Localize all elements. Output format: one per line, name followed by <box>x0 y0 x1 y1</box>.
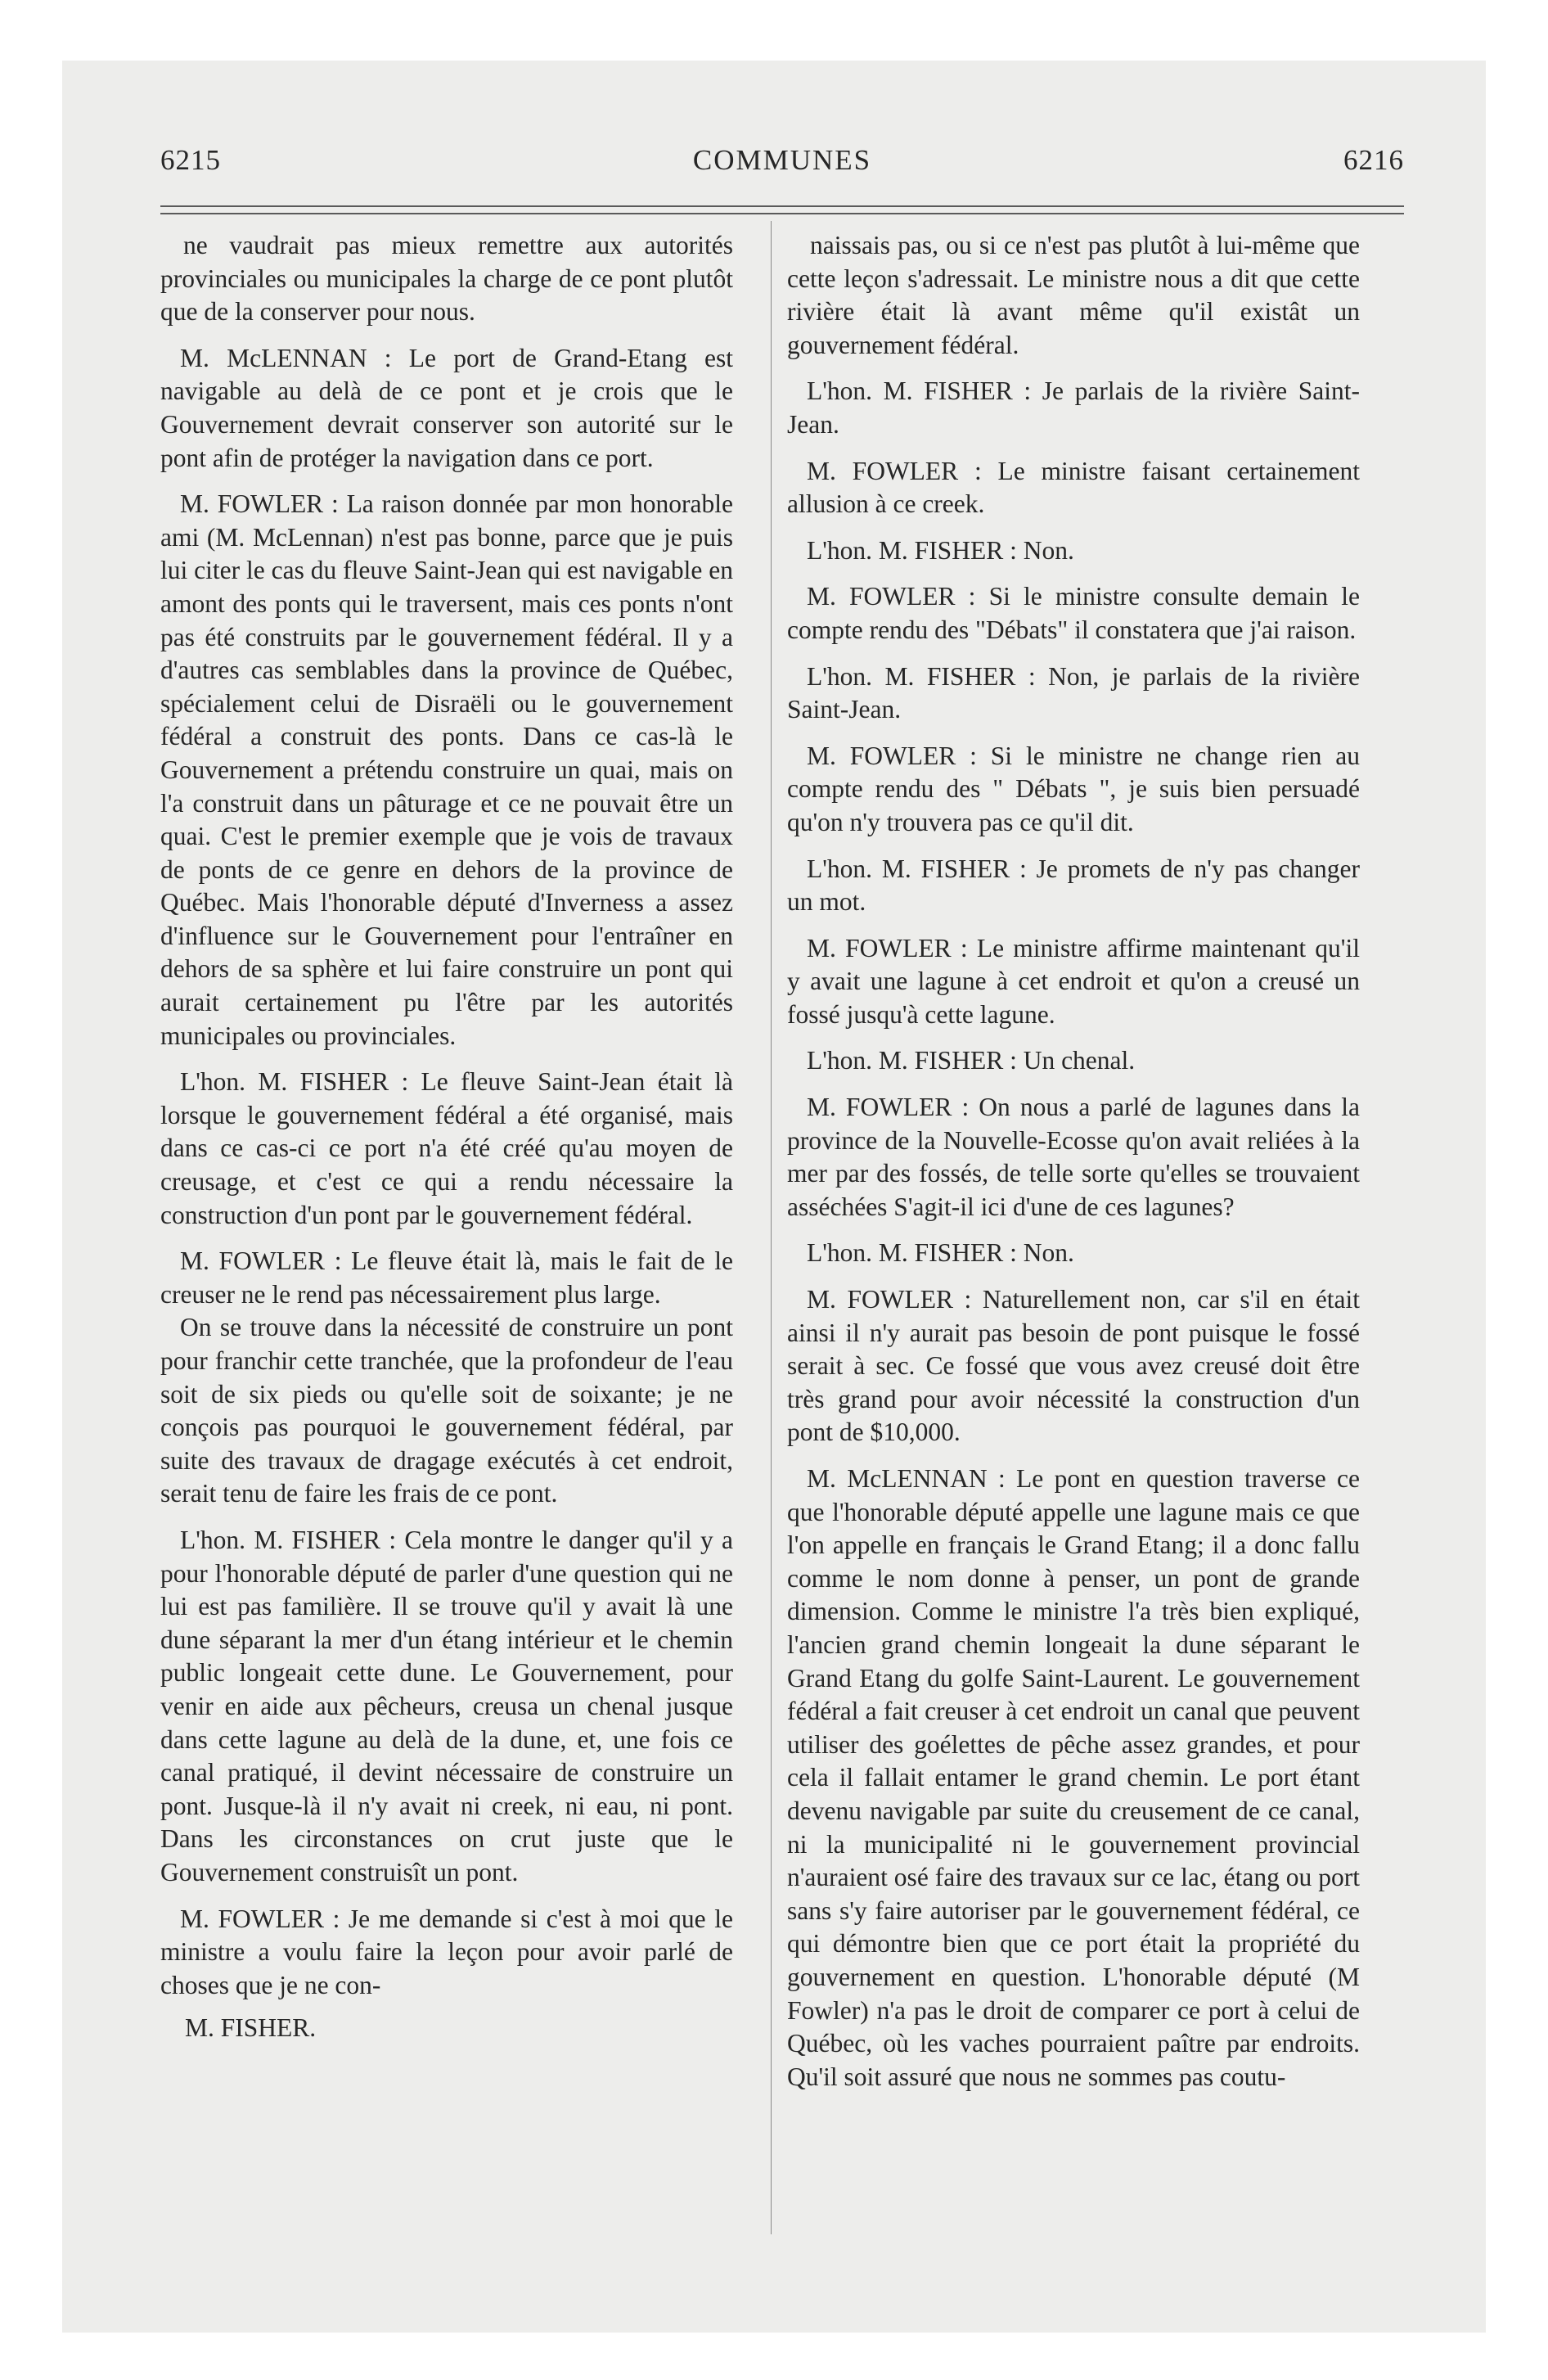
signoff: M. FISHER. <box>185 2013 317 2043</box>
paragraph: L'hon. M. FISHER : Non. <box>807 1238 1074 1268</box>
running-title: COMMUNES <box>692 144 872 176</box>
paragraph: M. McLENNAN : Le port de Grand-Etang est navigable au delà de ce pont et je crois que le Gouvernement devrait conserver son autorité sur le pont afin de protéger la navigation dans ce port. <box>160 343 733 472</box>
paragraph: ne vaudrait pas mieux remettre aux autorités provinciales ou municipales la charge de ce pont plutôt que de la conserver pour nous. <box>160 231 733 327</box>
paragraph: M. McLENNAN : Le pont en question traverse ce que l'honorable député appelle une lagune mais ce que l'on appelle en français le Grand Etang; il a donc fallu comme le nom donne à penser, un pont de grande dimension. Comme le ministre l'a très bien expliqué, l'ancien grand chemin longeait la dune séparant le Grand Etang du golfe Saint-Laurent. Le gouvernement fédéral a fait creuser à cet endroit un canal que peuvent utiliser des goélettes de pêche assez grandes, et pour cela il fallait entamer le grand chemin. Le port étant devenu navigable par suite du creusement de ce canal, ni la municipalité ni le gouvernement provincial n'auraient osé faire des travaux sur ce lac, étang ou port sans s'y faire autoriser par le gouvernement fédéral, ce qui démontre bien que ce port était la propriété du gouvernement en question. L'honorable député (M Fowler) n'a pas le droit de comparer ce port à celui de Québec, où les vaches pourraient paître par endroits. Qu'il soit assuré que nous ne sommes pas coutu- <box>787 1464 1360 2091</box>
paragraph: M. FOWLER : Le fleuve était là, mais le fait de le creuser ne le rend pas nécessairement plus large. <box>160 1246 733 1309</box>
paragraph: M. FOWLER : Si le ministre consulte demain le compte rendu des "Débats" il constatera que j'ai raison. <box>787 582 1360 644</box>
paragraph: M. FOWLER : Si le ministre ne change rien au compte rendu des " Débats ", je suis bien persuadé qu'on n'y trouvera pas ce qu'il dit. <box>787 741 1360 836</box>
paragraph: M. FOWLER : On nous a parlé de lagunes dans la province de la Nouvelle-Ecosse qu'on avait reliées à la mer par des fossés, de telle sorte qu'elles se trouvaient asséchées S'agit-il ici d'une de ces lagunes? <box>787 1093 1360 1221</box>
paragraph: L'hon. M. FISHER : Non. <box>807 535 1074 565</box>
paragraph: M. FOWLER : Le ministre faisant certainement allusion à ce creek. <box>787 456 1360 519</box>
paragraph: L'hon. M. FISHER : Le fleuve Saint-Jean était là lorsque le gouvernement fédéral a été organisé, mais dans ce cas-ci ce port n'a été créé qu'au moyen de creusage, et c'est ce qui a rendu nécessaire la construction d'un pont par le gouvernement fédéral. <box>160 1067 733 1229</box>
page-number-left: 6215 <box>160 144 221 176</box>
header-double-rule <box>160 205 1404 214</box>
paragraph: On se trouve dans la nécessité de construire un pont pour franchir cette tranchée, que la profondeur de l'eau soit de six pieds ou qu'elle soit de soixante; je ne conçois pas pourquoi le gouvernement fédéral, par suite des travaux de dragage exécutés à cet endroit, serait tenu de faire les frais de ce pont. <box>160 1313 733 1508</box>
paragraph: M. FOWLER : Le ministre affirme maintenant qu'il y avait une lagune à cet endroit et qu'on a creusé un fossé jusqu'à cette lagune. <box>787 933 1360 1029</box>
paragraph: M. FOWLER : La raison donnée par mon honorable ami (M. McLennan) n'est pas bonne, parce que je puis lui citer le cas du fleuve Saint-Jean qui est navigable en amont des ponts qui le traversent, mais ces ponts n'ont pas été construits par le gouvernement fédéral. Il y a d'autres cas semblables dans la province de Québec, spécialement celui de Disraëli ou le gouvernement fédéral a construit des ponts. Dans ce cas-là le Gouvernement a prétendu construire un quai, mais on l'a construit dans un pâturage et ce ne pouvait être un quai. C'est le premier exemple que je vois de travaux de ponts de ce genre en dehors de la province de Québec. Mais l'honorable député d'Inverness a assez d'influence sur le Gouvernement pour l'entraîner en dehors de sa sphère et lui faire construire un pont qui aurait certainement pu l'être par les autorités municipales ou provinciales. <box>160 489 733 1050</box>
paragraph: L'hon. M. FISHER : Un chenal. <box>807 1046 1136 1075</box>
paragraph: L'hon. M. FISHER : Je parlais de la rivière Saint-Jean. <box>787 376 1360 439</box>
left-column <box>160 229 733 2045</box>
page-header <box>160 144 1404 185</box>
column-divider <box>771 221 772 2234</box>
paragraph: L'hon. M. FISHER : Non, je parlais de la rivière Saint-Jean. <box>787 661 1360 724</box>
paragraph: M. FOWLER : Je me demande si c'est à moi que le ministre a voulu faire la leçon pour avoir parlé de choses que je ne con- <box>160 1904 733 1999</box>
page-number-right: 6216 <box>1343 144 1404 176</box>
paragraph: M. FOWLER : Naturellement non, car s'il en était ainsi il n'y aurait pas besoin de pont puisque le fossé serait à sec. Ce fossé que vous avez creusé doit être très grand pour avoir nécessité la construction d'un pont de $10,000. <box>787 1285 1360 1447</box>
paragraph: naissais pas, ou si ce n'est pas plutôt à lui-même que cette leçon s'adressait. Le ministre nous a dit que cette rivière était là avant même qu'il existât un gouvernement fédéral. <box>787 231 1360 359</box>
right-column <box>787 229 1360 2094</box>
paragraph: L'hon. M. FISHER : Je promets de n'y pas changer un mot. <box>787 854 1360 917</box>
paragraph: L'hon. M. FISHER : Cela montre le danger qu'il y a pour l'honorable député de parler d'une question qui ne lui est pas familière. Il se trouve qu'il y avait là une dune séparant la mer d'un étang intérieur et le chemin public longeait cette dune. Le Gouvernement, pour venir en aide aux pêcheurs, creusa un chenal jusque dans cette lagune au delà de la dune, et, une fois ce canal pratiqué, il devint nécessaire de construire un pont. Jusque-là il n'y avait ni creek, ni eau, ni pont. Dans les circonstances on crut juste que le Gouvernement construisît un pont. <box>160 1525 733 1886</box>
